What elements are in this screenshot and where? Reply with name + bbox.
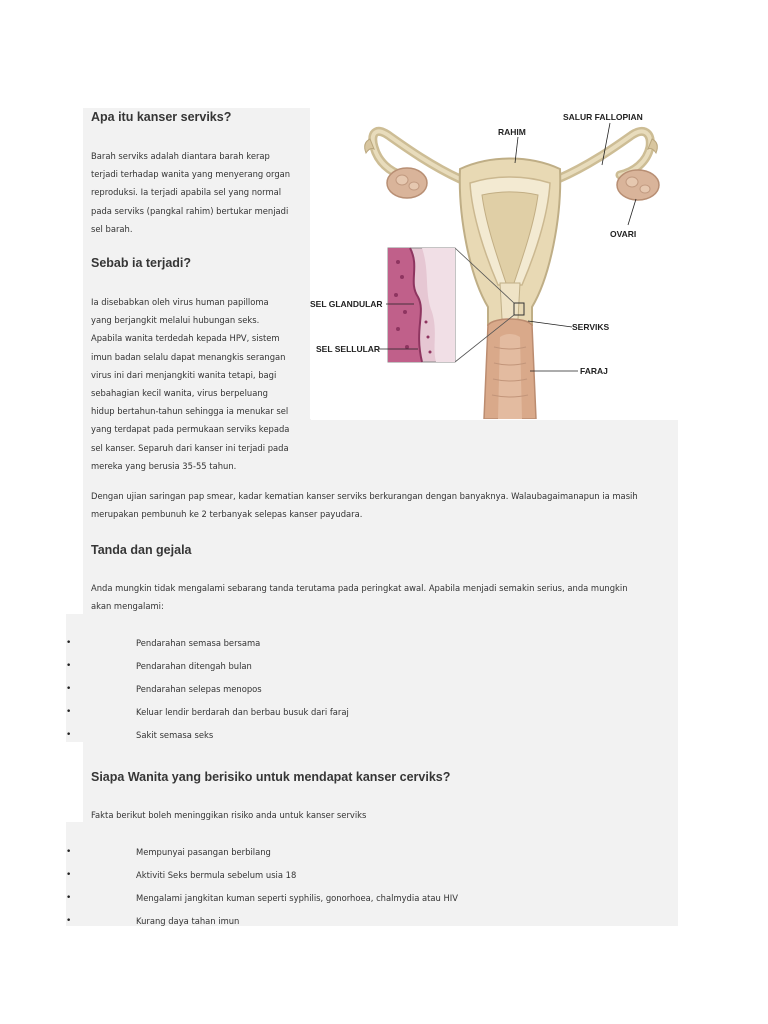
list-item: • Pendarahan selepas menopos: [0, 680, 680, 703]
list-item: • Pendarahan ditengah bulan: [0, 657, 680, 680]
text-line: sel kanser. Separuh dari kanser ini terjadi pada: [91, 442, 289, 453]
text-line: Fakta berikut boleh meninggikan risiko anda untuk kanser serviks: [91, 810, 367, 820]
text-line: virus ini dari menjangkiti wanita tetapi, bagi: [91, 369, 277, 380]
list-item: • Keluar lendir berdarah dan berbau busuk dari faraj: [0, 703, 680, 726]
label-vagina: FARAJ: [580, 366, 608, 376]
bullet-icon: •: [66, 847, 72, 857]
label-cervix: SERVIKS: [572, 322, 610, 332]
text-line: merupakan pembunuh ke 2 terbanyak selepas kanser payudara.: [91, 509, 363, 520]
list-item: • Mempunyai pasangan berbilang: [0, 843, 680, 866]
text-line: imun badan selalu dapat menangkis serangan: [91, 351, 286, 362]
paragraph-cause: [91, 293, 289, 475]
text-line: hidup bertahun-tahun sehingga ia menukar sel: [91, 406, 289, 417]
text-line: pada serviks (pangkal rahim) bertukar menjadi: [91, 205, 289, 216]
label-ovary: OVARI: [610, 229, 637, 239]
text-line: yang terdapat pada permukaan serviks kepada: [91, 424, 290, 435]
text-line: sebahagian kecil wanita, virus berpeluang: [91, 388, 268, 399]
ovary-right: [617, 170, 659, 200]
label-uterus: RAHIM: [498, 127, 526, 137]
list-item: • Pendarahan semasa bersama: [0, 634, 680, 657]
list-item: • Aktiviti Seks bermula sebelum usia 18: [0, 866, 680, 889]
text-line: Barah serviks adalah diantara barah kerap: [91, 151, 270, 161]
list-item: • Mengalami jangkitan kuman seperti syphilis, gonorhoea, chalmydia atau HIV: [0, 889, 680, 912]
bullet-icon: •: [66, 707, 72, 717]
heading-what-is-cervical-cancer: Apa itu kanser serviks?: [91, 110, 232, 124]
bullet-icon: •: [66, 730, 72, 740]
paragraph-pap-smear: [91, 487, 638, 523]
bullet-icon: •: [66, 638, 72, 648]
label-cellular: SEL SELLULAR: [316, 344, 381, 354]
heading-risk: Siapa Wanita yang berisiko untuk mendapat kanser cerviks?: [91, 770, 451, 784]
heading-cause: Sebab ia terjadi?: [91, 256, 192, 270]
paragraph-risk-intro: [91, 806, 366, 824]
text-line: terjadi terhadap wanita yang menyerang organ: [91, 169, 291, 180]
text-line: akan mengalami:: [91, 601, 164, 612]
bullet-icon: •: [66, 893, 72, 903]
text-line: sel barah.: [91, 223, 133, 234]
bullet-icon: •: [66, 661, 72, 671]
heading-signs-symptoms: Tanda dan gejala: [91, 543, 192, 557]
text-line: mereka yang berusia 35-55 tahun.: [91, 460, 237, 471]
text-line: Dengan ujian saringan pap smear, kadar kematian kanser serviks berkurangan dengan banyaknya. Walaubagaimanapun ia masih: [91, 491, 638, 501]
paragraph-what-is: [91, 147, 290, 238]
label-glandular: SEL GLANDULAR: [310, 299, 383, 309]
bullet-icon: •: [66, 916, 72, 926]
histology-inset: [388, 248, 455, 362]
list-item: • Kurang daya tahan imun: [0, 912, 680, 935]
list-signs: [0, 634, 680, 749]
text-line: Ia disebabkan oleh virus human papilloma: [91, 297, 269, 307]
text-line: reproduksi. Ia terjadi apabila sel yang normal: [91, 187, 282, 198]
bullet-icon: •: [66, 684, 72, 694]
text-line: yang berjangkit melalui hubungan seks.: [91, 315, 260, 326]
list-item: • Sakit semasa seks: [0, 726, 680, 749]
text-line: Apabila wanita terdedah kepada HPV, sistem: [91, 333, 280, 344]
label-fallopian: SALUR FALLOPIAN: [563, 112, 643, 122]
list-risk: [0, 843, 680, 935]
text-line: Anda mungkin tidak mengalami sebarang tanda terutama pada peringkat awal. Apabila menjadi semakin serius, anda mungkin: [91, 583, 628, 593]
bullet-icon: •: [66, 870, 72, 880]
paragraph-signs-intro: [91, 579, 628, 615]
cervix-anatomy-diagram: [310, 107, 690, 419]
